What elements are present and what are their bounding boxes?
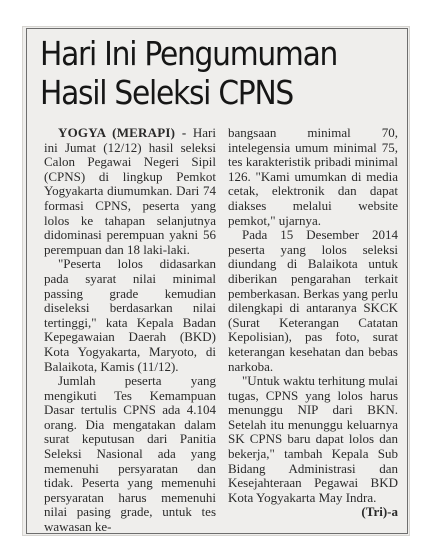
byline-credit (228, 505, 398, 520)
headline-line-1: Hari Ini Pengumuman (40, 34, 338, 73)
article-paragraph: Pada 15 Desember 2014 peserta yang lolos seleksi diundang di Balaikota untuk diberikan pengarahan terkait pemberkasan. Berkas yang perlu dilengkapi di antaranya SKCK (Surat Keterangan Catatan Kepolisian), pas foto, surat keterangan kesehatan dan bebas narkoba. (228, 227, 398, 374)
article-paragraph: "Peserta lolos didasarkan pada syarat nilai minimal passing grade kemudian diseleksi berdasarkan nilai tertinggi," kata Kepala Badan Kepegawaian Daerah (BKD) Kota Yogyakarta, Maryoto, di Balaikota, Kamis (11/12). (44, 256, 216, 374)
article-paragraph (44, 126, 216, 257)
headline-line-2: Hasil Seleksi CPNS (40, 73, 294, 112)
article-paragraph: "Untuk waktu terhitung mulai tugas, CPNS yang lolos harus menunggu NIP dari BKN. Setelah itu menunggu keluarnya SK CPNS baru dapat lolos dan bekerja," tambah Kepala Sub Bidang Administrasi dan Kesejahteraan Pegawai BKD Kota Yogyakarta May Indra. (228, 373, 398, 505)
article-paragraph: bangsaan minimal 70, intelegensia umum minimal 75, tes karakteristik pribadi minimal 126. "Kami umumkan di media cetak, elektronik dan dapat diakses melalui website pemkot," ujarnya. (228, 125, 398, 228)
article-column-left (44, 126, 216, 535)
paragraph-text: Hari ini Jumat (12/12) hasil seleksi Calon Pegawai Negeri Sipil (CPNS) di lingkup Pemkot Yogyakarta diumumkan. Dari 74 formasi CPNS, peserta yang lolos ke tahapan selanjutnya didominasi perempuan yakni 56 perempuan dan 18 laki-laki. (44, 125, 216, 257)
article-column-right (228, 126, 398, 520)
credit-text: (Tri)-a (361, 504, 398, 520)
dateline: YOGYA (MERAPI) - (58, 125, 187, 140)
article-paragraph: Jumlah peserta yang mengikuti Tes Kemampuan Dasar tertulis CPNS ada 4.104 orang. Dia mengatakan dalam surat keputusan dari Panitia Seleksi Nasional ada yang memenuhi persyaratan dan tidak. Peserta yang memenuhi persyaratan harus memenuhi nilai pasing grade, untuk tes wawasan ke- (44, 373, 216, 535)
headline (40, 34, 364, 112)
